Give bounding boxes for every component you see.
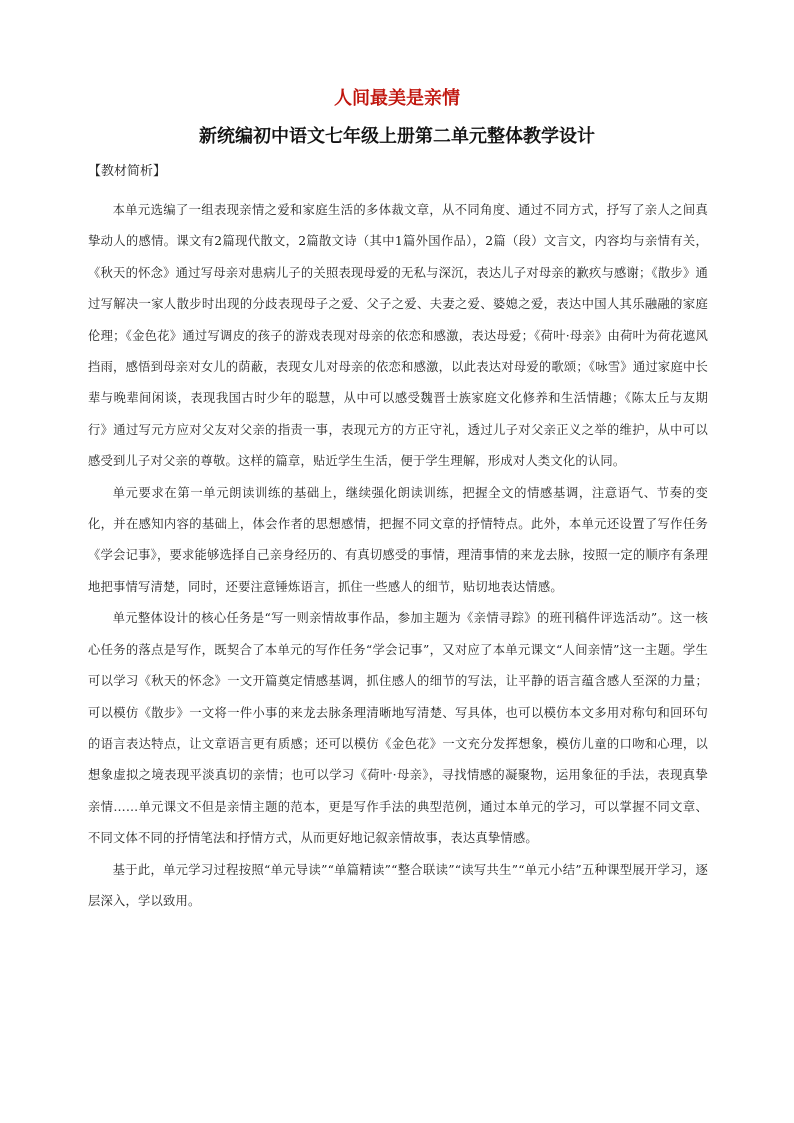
document-title: 人间最美是亲情: [334, 88, 460, 109]
body-text: [88, 195, 708, 917]
paragraph-1: 本单元选编了一组表现亲情之爱和家庭生活的多体裁文章，从不同角度、通过不同方式，抒写了亲人之间真挚动人的感情。课文有2篇现代散文，2篇散文诗（其中1篇外国作品），2篇（段）文言文，内容均与亲情有关，《秋天的怀念》通过写母亲对患病儿子的关照表现母爱的无私与深沉，表达儿子对母亲的歉疚与感谢；《散步》通过写解决一家人散步时出现的分歧表现母子之爱、父子之爱、夫妻之爱、婆媳之爱，表达中国人其乐融融的家庭伦理；《金色花》通过写调皮的孩子的游戏表现对母亲的依恋和感激，表达母爱；《荷叶·母亲》由荷叶为荷花遮风挡雨，感悟到母亲对女儿的荫蔽，表现女儿对母亲的依恋和感激，以此表达对母爱的歌颂；《咏雪》通过家庭中长辈与晚辈间闲谈，表现我国古时少年的聪慧，从中可以感受魏晋士族家庭文化修养和生活情趣；《陈太丘与友期行》通过写元方应对父友对父亲的指责一事，表现元方的方正守礼，透过儿子对父亲正义之举的维护，从中可以感受到儿子对父亲的尊敬。这样的篇章，贴近学生生活，便于学生理解，形成对人类文化的认同。: [88, 203, 708, 469]
paragraph-3: 单元整体设计的核心任务是“写一则亲情故事作品，参加主题为《亲情寻踪》的班刊稿件评选活动”。这一核心任务的落点是写作，既契合了本单元的写作任务“学会记事”，又对应了本单元课文“人间亲情”这一主题。学生可以学习《秋天的怀念》一文开篇奠定情感基调，抓住感人的细节的写法，让平静的语言蕴含感人至深的力量；可以模仿《散步》一文将一件小事的来龙去脉条理清晰地写清楚、写具体，也可以模仿本文多用对称句和回环句的语言表达特点，让文章语言更有质感；还可以模仿《金色花》一文充分发挥想象，模仿儿童的口吻和心理，以想象虚拟之境表现平淡真切的亲情；也可以学习《荷叶·母亲》，寻找情感的凝聚物，运用象征的手法，表现真挚亲情……单元课文不但是亲情主题的范本，更是写作手法的典型范例，通过本单元的学习，可以掌握不同文章、不同文体不同的抒情笔法和抒情方式，从而更好地记叙亲情故事，表达真挚情感。: [88, 611, 708, 846]
paragraph-2: 单元要求在第一单元朗读训练的基础上，继续强化朗读训练，把握全文的情感基调，注意语气、节奏的变化，并在感知内容的基础上，体会作者的思想感情，把握不同文章的抒情特点。此外，本单元还设置了写作任务《学会记事》，要求能够选择自己亲身经历的、有真切感受的事情，理清事情的来龙去脉，按照一定的顺序有条理地把事情写清楚，同时，还要注意锤炼语言，抓住一些感人的细节，贴切地表达情感。: [88, 485, 708, 594]
paragraph-4: 基于此，单元学习过程按照“单元导读”“单篇精读”“整合联读”“读写共生”“单元小结”五种课型展开学习，逐层深入，学以致用。: [88, 862, 708, 908]
section-heading: 【教材简析】: [88, 164, 167, 179]
document-subtitle: 新统编初中语文七年级上册第二单元整体教学设计: [199, 126, 595, 147]
